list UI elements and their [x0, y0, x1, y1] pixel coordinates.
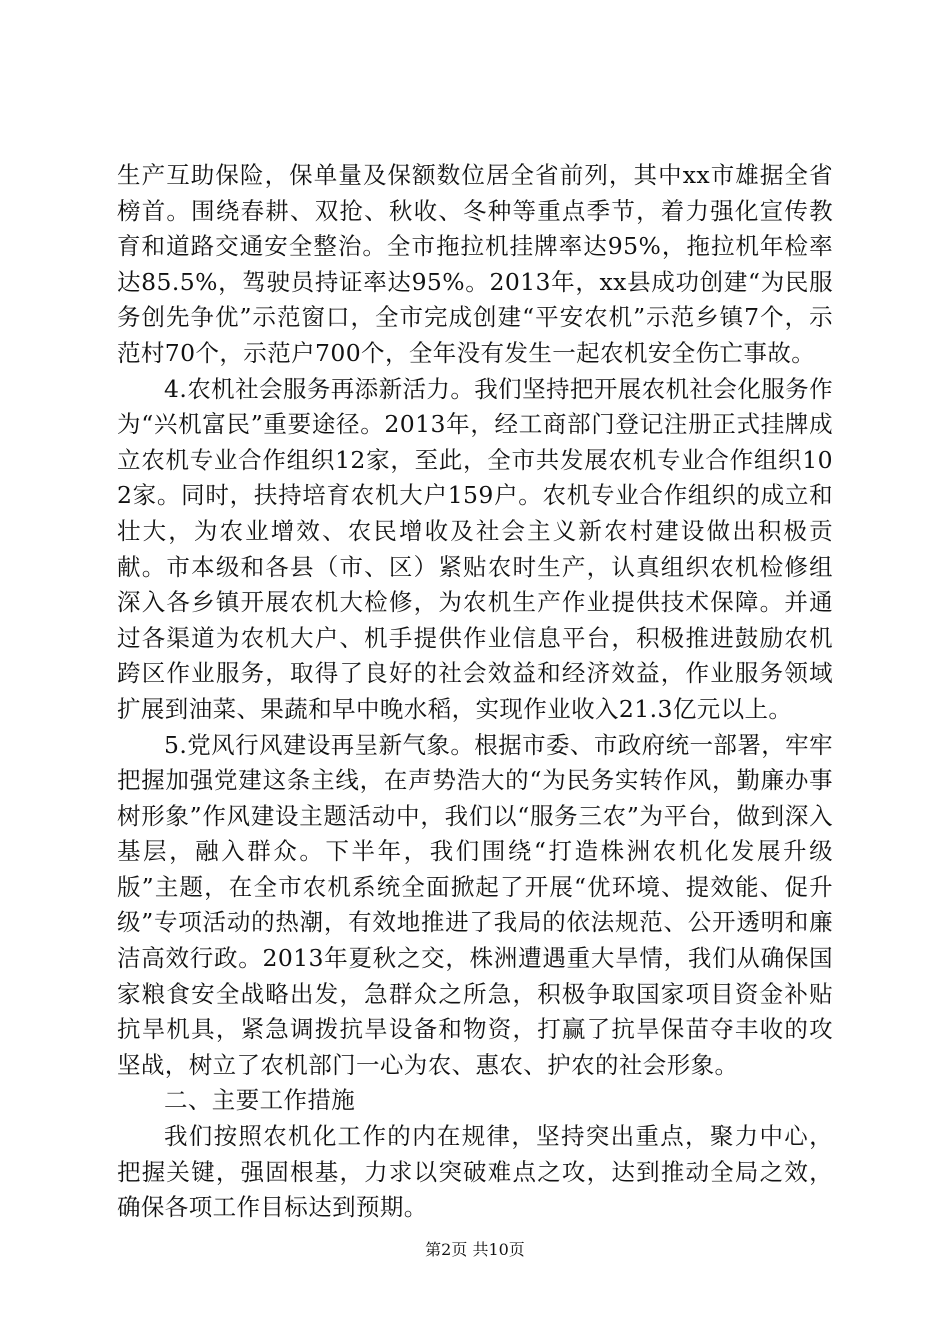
document-body — [117, 158, 833, 1226]
paragraph-item-5: 5.党风行风建设再呈新气象。根据市委、市政府统一部署，牢牢把握加强党建这条主线，在声势浩大的“为民务实转作风，勤廉办事树形象”作风建设主题活动中，我们以“服务三农”为平台，做到深入基层，融入群众。下半年，我们围绕“打造株洲农机化发展升级版”主题，在全市农机系统全面掀起了开展“优环境、提效能、促升级”专项活动的热潮，有效地推进了我局的依法规范、公开透明和廉洁高效行政。2013年夏秋之交，株洲遭遇重大旱情，我们从确保国家粮食安全战略出发，急群众之所急，积极争取国家项目资金补贴抗旱机具，紧急调拨抗旱设备和物资，打赢了抗旱保苗夺丰收的攻坚战，树立了农机部门一心为农、惠农、护农的社会形象。 — [117, 730, 833, 1079]
section-heading: 二、主要工作措施 — [164, 1086, 356, 1115]
paragraph-continuation: 生产互助保险，保单量及保额数位居全省前列，其中xx市雄据全省榜首。围绕春耕、双抢、秋收、冬种等重点季节，着力强化宣传教育和道路交通安全整治。全市拖拉机挂牌率达95%，拖拉机年检率达85.5%，驾驶员持证率达95%。2013年，xx县成功创建“为民服务创先争优”示范窗口，全市完成创建“平安农机”示范乡镇7个，示范村70个，示范户700个，全年没有发生一起农机安全伤亡事故。 — [117, 161, 833, 367]
page-number-footer: 第2页 共10页 — [425, 1240, 525, 1259]
paragraph-measures-intro: 我们按照农机化工作的内在规律，坚持突出重点，聚力中心，把握关键，强固根基，力求以突破难点之攻，达到推动全局之效，确保各项工作目标达到预期。 — [117, 1122, 833, 1222]
paragraph-item-4: 4.农机社会服务再添新活力。我们坚持把开展农机社会化服务作为“兴机富民”重要途径。2013年，经工商部门登记注册正式挂牌成立农机专业合作组织12家，至此，全市共发展农机专业合作组织102家。同时，扶持培育农机大户159户。农机专业合作组织的成立和壮大，为农业增效、农民增收及社会主义新农村建设做出积极贡献。市本级和各县（市、区）紧贴农时生产，认真组织农机检修组深入各乡镇开展农机大检修，为农机生产作业提供技术保障。并通过各渠道为农机大户、机手提供作业信息平台，积极推进鼓励农机跨区作业服务，取得了良好的社会效益和经济效益，作业服务领域扩展到油菜、果蔬和早中晚水稻，实现作业收入21.3亿元以上。 — [117, 374, 833, 723]
